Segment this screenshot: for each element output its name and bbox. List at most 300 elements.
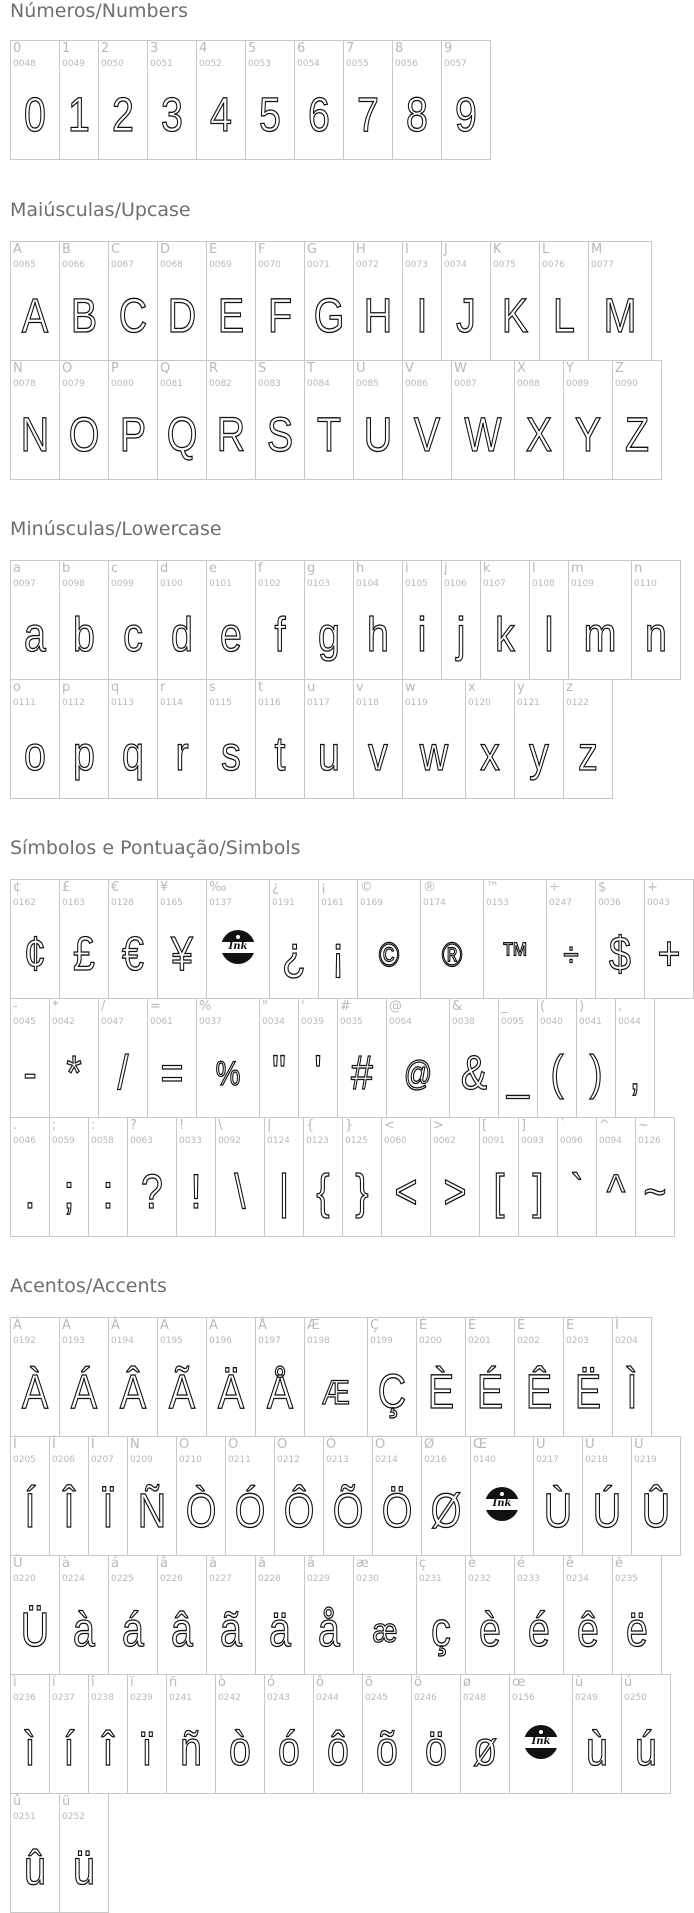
glyph-cell [147,998,197,1118]
glyph-preview: å [318,1604,340,1657]
glyph-preview: = [160,1047,184,1100]
glyph-preview: / [117,1047,129,1100]
glyph-cell [49,1436,89,1556]
glyph-char-label: Ì [615,1318,619,1333]
glyph-preview: ù [586,1723,608,1776]
glyph-char-label: ã [209,1556,217,1571]
glyph-cell [98,40,148,160]
glyph-cell [127,1117,177,1237]
glyph-code: 0109 [571,579,594,589]
glyph-char-label: 0 [13,41,22,56]
glyph-preview: ] [532,1166,544,1219]
glyph-char-label: d [160,561,169,576]
glyph-code: 0113 [111,698,134,708]
glyph-cell [460,1674,510,1794]
glyph-preview: Y [574,409,602,462]
glyph-code: 0249 [575,1693,598,1703]
glyph-cell [157,1555,207,1675]
glyph-cell [353,1555,417,1675]
glyph-preview: ^ [606,1166,626,1219]
glyph-preview: ä [269,1604,291,1657]
glyph-code: 0241 [169,1693,192,1703]
glyph-char-label: > [433,1118,444,1133]
glyph-preview: i [417,609,427,662]
glyph-cell [255,679,305,799]
glyph-preview: Ò [185,1485,217,1538]
glyph-code: 0205 [13,1455,36,1465]
glyph-preview: Ú [592,1485,622,1538]
glyph-preview: ' [314,1047,322,1100]
glyph-char-label: , [618,999,623,1014]
glyph-cell [108,241,158,361]
glyph-char-label: Ç [370,1318,380,1333]
glyph-code: 0040 [540,1017,563,1027]
glyph-cell [546,879,596,999]
glyph-cell [483,879,547,999]
glyph-char-label: y [517,680,525,695]
glyph-cell [176,1436,226,1556]
ink-logo-word: Ink [228,941,248,952]
glyph-preview: Æ [322,1374,350,1412]
glyph-cell [621,1674,671,1794]
glyph-cell [362,1674,412,1794]
glyph-preview: [ [493,1166,505,1219]
glyph-char-label: ^ [599,1118,610,1133]
glyph-char-label: C [111,242,121,257]
glyph-code: 0193 [62,1336,85,1346]
glyph-code: 0118 [356,698,379,708]
glyph-cell [465,679,515,799]
glyph-char-label: h [356,561,365,576]
glyph-char-label: Ë [566,1318,575,1333]
glyph-cell [529,560,569,680]
glyph-cell [127,1436,177,1556]
glyph-char-label: w [405,680,416,695]
glyph-preview: ; [63,1166,75,1219]
glyph-char-label: í [52,1675,56,1690]
glyph-code: 0085 [356,379,379,389]
glyph-cell [264,1674,314,1794]
glyph-code: 0036 [598,898,621,908]
glyph-code: 0238 [91,1693,114,1703]
glyph-code: 0049 [62,59,85,69]
glyph-char-label: " [262,999,268,1014]
glyph-cell [416,1317,466,1437]
glyph-cell [357,879,421,999]
glyph-cell [465,1555,515,1675]
glyph-code: 0041 [579,1017,602,1027]
glyph-code: 0209 [130,1455,153,1465]
glyph-code: 0074 [444,260,467,270]
glyph-row [10,1793,660,1913]
glyph-preview: \ [234,1166,246,1219]
glyph-preview: * [66,1047,82,1100]
glyph-code: 0052 [199,59,222,69]
glyph-cell [88,1436,128,1556]
glyph-char-label: Û [634,1437,644,1452]
glyph-char-label: Õ [326,1437,337,1452]
glyph-cell [225,1436,275,1556]
glyph-code: 0084 [307,379,330,389]
glyph-cell [49,998,99,1118]
glyph-char-label: i [405,561,409,576]
glyph-code: 0058 [91,1136,114,1146]
glyph-char-label: ì [13,1675,17,1690]
glyph-preview: ñ [180,1723,202,1776]
glyph-preview: g [318,609,340,662]
glyph-code: 0043 [647,898,670,908]
glyph-grid [10,40,660,159]
glyph-cell [157,560,207,680]
glyph-cell [245,40,295,160]
glyph-char-label: T [307,361,315,376]
glyph-preview: s [221,728,241,781]
glyph-preview: ö [425,1723,447,1776]
glyph-row [10,998,660,1118]
glyph-char-label: á [111,1556,119,1571]
glyph-char-label: ] [521,1118,527,1133]
glyph-preview: # [351,1047,373,1100]
glyph-preview: â [171,1604,193,1657]
glyph-char-label: G [307,242,318,257]
glyph-code: 0252 [62,1812,85,1822]
glyph-code: 0073 [405,260,428,270]
glyph-code: 0061 [150,1017,173,1027]
glyph-char-label: œ [512,1675,526,1690]
glyph-preview: X [525,409,553,462]
glyph-code: 0225 [111,1574,134,1584]
glyph-row [10,1555,660,1675]
glyph-char-label: v [356,680,364,695]
glyph-preview: ¡ [331,928,345,981]
glyph-cell [343,40,393,160]
glyph-preview: õ [376,1723,398,1776]
glyph-char-label: 2 [101,41,110,56]
glyph-preview: S [266,409,294,462]
glyph-char-label: @ [389,999,402,1014]
glyph-cell [557,1117,597,1237]
glyph-char-label: Ö [375,1437,386,1452]
ink-logo-icon [485,1487,519,1521]
glyph-cell [206,1317,256,1437]
glyph-preview: w [419,728,449,781]
glyph-code: 0064 [389,1017,412,1027]
glyph-cell [10,1674,50,1794]
glyph-cell [421,1436,471,1556]
glyph-code: 0071 [307,260,330,270]
glyph-cell [59,679,109,799]
glyph-cell [563,1555,613,1675]
glyph-char-label: à [62,1556,70,1571]
glyph-char-label: E [209,242,218,257]
glyph-char-label: g [307,561,316,576]
glyph-char-label: û [13,1794,22,1809]
glyph-preview: ? [141,1166,163,1219]
glyph-preview: Ê [525,1366,553,1419]
glyph-preview: R [216,409,246,462]
glyph-cell [108,879,158,999]
glyph-cell [631,560,681,680]
glyph-code: 0121 [517,698,540,708]
glyph-preview: f [274,609,286,662]
glyph-code: 0101 [209,579,232,589]
glyph-preview: N [20,409,50,462]
glyph-cell [10,40,60,160]
glyph-code: 0060 [384,1136,407,1146]
glyph-code: 0105 [405,579,428,589]
glyph-code: 0204 [615,1336,638,1346]
glyph-preview: c [123,609,143,662]
glyph-row [10,1436,671,1556]
glyph-cell [441,241,491,361]
glyph-preview: l [544,609,554,662]
glyph-char-label: t [258,680,264,695]
glyph-preview: " [272,1047,286,1100]
glyph-char-label: j [444,561,448,576]
glyph-char-label: 8 [395,41,404,56]
glyph-char-label: J [444,242,448,257]
glyph-char-label: î [91,1675,95,1690]
glyph-preview: í [63,1723,75,1776]
glyph-code: 0233 [517,1574,540,1584]
glyph-preview: r [175,728,189,781]
glyph-code: 0111 [13,698,36,708]
glyph-char-label: Á [62,1318,71,1333]
glyph-code: 0039 [301,1017,324,1027]
glyph-preview: _ [507,1047,529,1100]
glyph-char-label: ä [258,1556,266,1571]
glyph-preview: 8 [406,89,428,142]
glyph-char-label: [ [482,1118,488,1133]
glyph-preview: e [220,609,242,662]
glyph-cell [568,560,632,680]
glyph-char-label: õ [365,1675,373,1690]
glyph-char-label: _ [501,999,508,1014]
glyph-char-label: Ê [517,1318,526,1333]
glyph-char-label: H [356,242,366,257]
glyph-cell [304,1317,368,1437]
glyph-code: 0123 [306,1136,329,1146]
glyph-cell [631,1436,681,1556]
glyph-preview: G [313,290,345,343]
glyph-preview: 7 [357,89,379,142]
glyph-char-label: Ô [277,1437,288,1452]
glyph-char-label: ò [218,1675,226,1690]
glyph-preview: ) [589,1047,603,1100]
section-title: Números/Numbers [10,0,188,22]
glyph-char-label: ö [414,1675,422,1690]
glyph-char-label: Å [258,1318,267,1333]
glyph-char-label: 3 [150,41,159,56]
glyph-code: 0243 [267,1693,290,1703]
glyph-code: 0037 [199,1017,222,1027]
glyph-char-label: € [111,880,120,895]
glyph-preview: Ù [543,1485,573,1538]
glyph-char-label: È [419,1318,428,1333]
glyph-code: 0242 [218,1693,241,1703]
glyph-preview: È [427,1366,455,1419]
glyph-code: 0089 [566,379,589,389]
glyph-char-label: Ä [209,1318,218,1333]
glyph-code: 0046 [13,1136,36,1146]
glyph-code: 0042 [52,1017,75,1027]
glyph-cell [108,560,158,680]
glyph-code: 0107 [483,579,506,589]
glyph-code: 0232 [468,1574,491,1584]
glyph-char-label: B [62,242,71,257]
glyph-preview: Ó [234,1485,266,1538]
glyph-char-label: ¥ [160,880,169,895]
glyph-preview: { [316,1166,330,1219]
glyph-char-label: ~ [638,1118,649,1133]
glyph-preview: Ã [168,1366,196,1419]
glyph-char-label: ñ [169,1675,178,1690]
glyph-preview: Å [266,1366,294,1419]
glyph-preview: Ä [217,1366,245,1419]
glyph-cell [635,1117,675,1237]
glyph-code: 0219 [634,1455,657,1465]
glyph-code: 0106 [444,579,467,589]
ink-logo-icon [221,930,255,964]
glyph-char-label: - [13,999,18,1014]
glyph-preview: ò [229,1723,251,1776]
glyph-preview: t [274,728,286,781]
glyph-char-label: F [258,242,266,257]
glyph-code: 0229 [307,1574,330,1584]
glyph-preview: } [355,1166,369,1219]
glyph-code: 0247 [549,898,572,908]
glyph-code: 0098 [62,579,85,589]
glyph-char-label: U [356,361,366,376]
glyph-preview: h [367,609,389,662]
glyph-preview: C [118,290,148,343]
glyph-preview: Õ [332,1485,364,1538]
glyph-preview: Ì [626,1366,638,1419]
glyph-char-label: u [307,680,316,695]
glyph-preview: V [413,409,441,462]
glyph-char-label: X [517,361,526,376]
glyph-code: 0211 [228,1455,251,1465]
glyph-preview: 4 [210,89,232,142]
glyph-code: 0051 [150,59,173,69]
section-title: Maiúsculas/Upcase [10,199,191,221]
glyph-cell [323,1436,373,1556]
glyph-preview: B [70,290,98,343]
glyph-char-label: ê [566,1556,574,1571]
glyph-cell [353,360,403,480]
glyph-preview: ç [431,1604,451,1657]
glyph-preview: Ç [377,1366,407,1419]
glyph-char-label: : [91,1118,96,1133]
glyph-cell [539,241,589,361]
glyph-code: 0094 [599,1136,622,1146]
glyph-char-label: Q [160,361,171,376]
glyph-cell [157,1317,207,1437]
glyph-char-label: S [258,361,267,376]
glyph-char-label: m [571,561,584,576]
glyph-char-label: R [209,361,219,376]
glyph-code: 0055 [346,59,369,69]
glyph-char-label: ø [463,1675,471,1690]
glyph-char-label: b [62,561,71,576]
glyph-cell [304,241,354,361]
glyph-char-label: ; [52,1118,57,1133]
glyph-preview: M [603,290,637,343]
glyph-code: 0250 [624,1693,647,1703]
glyph-char-label: 4 [199,41,208,56]
glyph-char-label: / [101,999,106,1014]
glyph-code: 0108 [532,579,555,589]
glyph-cell [313,1674,363,1794]
glyph-code: 0213 [326,1455,349,1465]
glyph-code: 0228 [258,1574,281,1584]
glyph-cell [353,560,403,680]
glyph-preview: € [122,928,144,981]
glyph-char-label: À [13,1318,22,1333]
glyph-preview: ( [550,1047,564,1100]
glyph-code: 0161 [321,898,344,908]
glyph-code: 0206 [52,1455,75,1465]
glyph-code: 0122 [566,698,589,708]
glyph-cell [563,360,613,480]
glyph-char-label: Ó [228,1437,239,1452]
glyph-cell [304,560,354,680]
glyph-cell [612,360,662,480]
glyph-code: 0057 [444,59,467,69]
glyph-char-label: p [62,680,71,695]
glyph-code: 0235 [615,1574,638,1584]
glyph-cell [612,1317,652,1437]
glyph-code: 0214 [375,1455,398,1465]
glyph-preview: Z [624,409,650,462]
glyph-preview: H [363,290,393,343]
glyph-cell [490,241,540,361]
glyph-preview: D [167,290,197,343]
glyph-cell [255,241,305,361]
glyph-preview: & [460,1047,488,1100]
glyph-cell [596,1117,636,1237]
glyph-cell [420,879,484,999]
glyph-code: 0212 [277,1455,300,1465]
glyph-char-label: ™ [486,880,499,895]
glyph-char-label: I [405,242,409,257]
glyph-preview: À [21,1366,49,1419]
glyph-code: 0078 [13,379,36,389]
glyph-cell [563,679,613,799]
glyph-cell [479,1117,519,1237]
glyph-char-label: 9 [444,41,453,56]
glyph-char-label: ` [560,1118,567,1133]
glyph-preview: 2 [112,89,134,142]
glyph-char-label: $ [598,880,607,895]
glyph-preview: É [476,1366,504,1419]
glyph-cell [259,998,299,1118]
glyph-cell [367,1317,417,1437]
glyph-code: 0251 [13,1812,36,1822]
glyph-code: 0079 [62,379,85,389]
glyph-char-label: 5 [248,41,257,56]
glyph-cell [49,1674,89,1794]
glyph-cell [342,1117,382,1237]
glyph-cell [518,1117,558,1237]
glyph-code: 0050 [101,59,124,69]
glyph-preview: I [416,290,428,343]
glyph-char-label: = [150,999,161,1014]
glyph-cell [59,560,109,680]
glyph-preview: - [23,1047,37,1100]
glyph-code: 0056 [395,59,418,69]
glyph-char-label: e [209,561,217,576]
